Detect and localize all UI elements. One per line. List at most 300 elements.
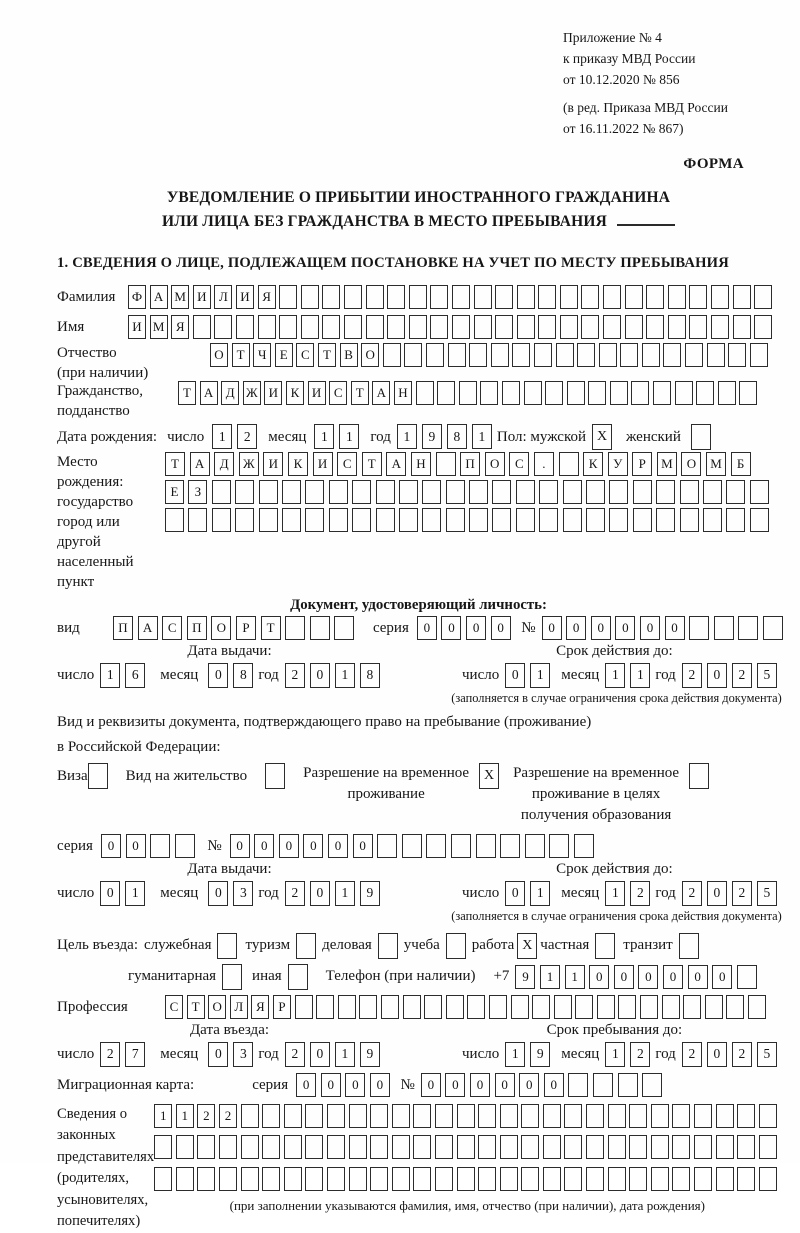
char-cell[interactable]: Ж	[243, 381, 261, 405]
char-cell[interactable]: Ч	[253, 343, 271, 367]
char-cell[interactable]: 2	[100, 1042, 120, 1067]
char-cell[interactable]	[668, 285, 686, 309]
char-cell[interactable]	[689, 315, 707, 339]
char-cell[interactable]: 0	[310, 663, 330, 688]
char-cell[interactable]	[448, 343, 466, 367]
char-cell[interactable]: 0	[208, 881, 228, 906]
char-cell[interactable]: 0	[310, 1042, 330, 1067]
char-cell[interactable]	[663, 343, 681, 367]
char-cell[interactable]	[646, 285, 664, 309]
char-cell[interactable]	[478, 1167, 496, 1191]
char-cell[interactable]	[703, 508, 722, 532]
char-cell[interactable]	[726, 480, 745, 504]
char-cell[interactable]	[633, 480, 652, 504]
char-cell[interactable]: 1	[335, 1042, 355, 1067]
temp-residence-checkbox[interactable]: X	[479, 763, 499, 789]
char-cell[interactable]	[305, 480, 324, 504]
char-cell[interactable]	[737, 1135, 755, 1159]
char-cell[interactable]	[349, 1104, 367, 1128]
id-valid-month-cells[interactable]	[605, 663, 655, 688]
char-cell[interactable]	[154, 1167, 172, 1191]
res-issue-year-cells[interactable]	[285, 881, 385, 906]
char-cell[interactable]	[656, 480, 675, 504]
char-cell[interactable]	[416, 381, 434, 405]
char-cell[interactable]: 2	[219, 1104, 237, 1128]
char-cell[interactable]: 0	[370, 1073, 390, 1097]
char-cell[interactable]	[392, 1167, 410, 1191]
char-cell[interactable]	[516, 508, 535, 532]
char-cell[interactable]	[344, 315, 362, 339]
birth-day-cells[interactable]	[212, 424, 262, 449]
char-cell[interactable]: 6	[125, 663, 145, 688]
char-cell[interactable]: К	[286, 381, 304, 405]
char-cell[interactable]: 0	[466, 616, 486, 640]
representatives-row3-cells[interactable]	[154, 1167, 780, 1191]
char-cell[interactable]	[597, 995, 615, 1019]
char-cell[interactable]	[609, 508, 628, 532]
char-cell[interactable]: 2	[237, 424, 257, 449]
patronymic-cells[interactable]	[210, 343, 771, 367]
id-number-cells[interactable]	[542, 616, 788, 640]
char-cell[interactable]	[399, 480, 418, 504]
char-cell[interactable]	[376, 508, 395, 532]
char-cell[interactable]: 1	[530, 881, 550, 906]
char-cell[interactable]: М	[706, 452, 726, 476]
char-cell[interactable]	[349, 1135, 367, 1159]
char-cell[interactable]: Р	[632, 452, 652, 476]
char-cell[interactable]	[452, 315, 470, 339]
char-cell[interactable]: 0	[638, 965, 658, 989]
char-cell[interactable]	[241, 1167, 259, 1191]
char-cell[interactable]	[538, 285, 556, 309]
char-cell[interactable]	[716, 1104, 734, 1128]
char-cell[interactable]: И	[236, 285, 254, 309]
char-cell[interactable]	[738, 616, 758, 640]
char-cell[interactable]	[282, 508, 301, 532]
char-cell[interactable]	[404, 343, 422, 367]
char-cell[interactable]: 0	[566, 616, 586, 640]
char-cell[interactable]: .	[534, 452, 554, 476]
char-cell[interactable]: И	[313, 452, 333, 476]
char-cell[interactable]: И	[264, 381, 282, 405]
char-cell[interactable]	[214, 315, 232, 339]
char-cell[interactable]: 0	[640, 616, 660, 640]
citizenship-cells[interactable]	[178, 381, 761, 405]
char-cell[interactable]	[564, 1167, 582, 1191]
char-cell[interactable]: 0	[353, 834, 373, 858]
char-cell[interactable]: С	[162, 616, 182, 640]
char-cell[interactable]	[568, 1073, 588, 1097]
char-cell[interactable]	[733, 285, 751, 309]
char-cell[interactable]	[618, 1073, 638, 1097]
char-cell[interactable]: П	[187, 616, 207, 640]
char-cell[interactable]	[689, 285, 707, 309]
char-cell[interactable]	[435, 1104, 453, 1128]
purpose-study-checkbox[interactable]	[446, 933, 466, 959]
char-cell[interactable]	[517, 315, 535, 339]
char-cell[interactable]: Т	[232, 343, 250, 367]
char-cell[interactable]	[694, 1167, 712, 1191]
char-cell[interactable]	[620, 343, 638, 367]
char-cell[interactable]	[726, 508, 745, 532]
char-cell[interactable]	[642, 343, 660, 367]
stay-year-cells[interactable]	[682, 1042, 782, 1067]
char-cell[interactable]	[409, 285, 427, 309]
char-cell[interactable]: 0	[230, 834, 250, 858]
char-cell[interactable]	[737, 965, 757, 989]
char-cell[interactable]: С	[329, 381, 347, 405]
char-cell[interactable]	[559, 452, 579, 476]
char-cell[interactable]: Я	[171, 315, 189, 339]
char-cell[interactable]: 0	[345, 1073, 365, 1097]
char-cell[interactable]	[236, 315, 254, 339]
char-cell[interactable]	[259, 480, 278, 504]
char-cell[interactable]	[754, 315, 772, 339]
char-cell[interactable]	[474, 285, 492, 309]
char-cell[interactable]: 2	[285, 1042, 305, 1067]
phone-cells[interactable]	[515, 965, 761, 989]
char-cell[interactable]	[534, 343, 552, 367]
char-cell[interactable]: Б	[731, 452, 751, 476]
char-cell[interactable]: Р	[273, 995, 291, 1019]
char-cell[interactable]: 7	[125, 1042, 145, 1067]
char-cell[interactable]: С	[337, 452, 357, 476]
char-cell[interactable]	[495, 285, 513, 309]
char-cell[interactable]: 9	[515, 965, 535, 989]
char-cell[interactable]	[469, 480, 488, 504]
char-cell[interactable]: 2	[732, 663, 752, 688]
char-cell[interactable]	[426, 834, 446, 858]
char-cell[interactable]	[608, 1167, 626, 1191]
char-cell[interactable]	[750, 480, 769, 504]
char-cell[interactable]	[150, 834, 170, 858]
char-cell[interactable]	[618, 995, 636, 1019]
char-cell[interactable]	[402, 834, 422, 858]
birth-month-cells[interactable]	[314, 424, 364, 449]
char-cell[interactable]	[322, 315, 340, 339]
char-cell[interactable]: 0	[445, 1073, 465, 1097]
char-cell[interactable]: И	[308, 381, 326, 405]
char-cell[interactable]	[563, 508, 582, 532]
char-cell[interactable]	[640, 995, 658, 1019]
char-cell[interactable]	[474, 315, 492, 339]
char-cell[interactable]: 2	[285, 663, 305, 688]
char-cell[interactable]	[359, 995, 377, 1019]
char-cell[interactable]	[680, 480, 699, 504]
id-valid-day-cells[interactable]	[505, 663, 555, 688]
char-cell[interactable]: 0	[614, 965, 634, 989]
char-cell[interactable]	[316, 995, 334, 1019]
char-cell[interactable]	[563, 480, 582, 504]
visa-checkbox[interactable]	[88, 763, 108, 789]
char-cell[interactable]	[476, 834, 496, 858]
char-cell[interactable]	[451, 834, 471, 858]
char-cell[interactable]	[478, 1104, 496, 1128]
purpose-private-checkbox[interactable]	[595, 933, 615, 959]
char-cell[interactable]	[262, 1104, 280, 1128]
char-cell[interactable]	[653, 381, 671, 405]
char-cell[interactable]	[212, 508, 231, 532]
char-cell[interactable]	[543, 1104, 561, 1128]
char-cell[interactable]: И	[193, 285, 211, 309]
temp-residence-edu-checkbox[interactable]	[689, 763, 709, 789]
char-cell[interactable]: 1	[314, 424, 334, 449]
char-cell[interactable]	[262, 1167, 280, 1191]
char-cell[interactable]	[599, 343, 617, 367]
char-cell[interactable]	[262, 1135, 280, 1159]
char-cell[interactable]: 0	[707, 663, 727, 688]
char-cell[interactable]	[680, 508, 699, 532]
char-cell[interactable]	[711, 315, 729, 339]
char-cell[interactable]	[737, 1104, 755, 1128]
char-cell[interactable]	[500, 1135, 518, 1159]
char-cell[interactable]	[219, 1167, 237, 1191]
char-cell[interactable]	[539, 508, 558, 532]
char-cell[interactable]	[334, 616, 354, 640]
char-cell[interactable]	[457, 1135, 475, 1159]
char-cell[interactable]: 0	[589, 965, 609, 989]
char-cell[interactable]	[435, 1167, 453, 1191]
char-cell[interactable]: Т	[351, 381, 369, 405]
char-cell[interactable]	[716, 1167, 734, 1191]
char-cell[interactable]: 0	[303, 834, 323, 858]
char-cell[interactable]	[500, 1167, 518, 1191]
char-cell[interactable]: 1	[154, 1104, 172, 1128]
char-cell[interactable]	[750, 508, 769, 532]
char-cell[interactable]: К	[583, 452, 603, 476]
char-cell[interactable]: 8	[447, 424, 467, 449]
char-cell[interactable]	[422, 480, 441, 504]
char-cell[interactable]: 0	[321, 1073, 341, 1097]
char-cell[interactable]: Л	[230, 995, 248, 1019]
char-cell[interactable]: 9	[360, 881, 380, 906]
char-cell[interactable]	[212, 480, 231, 504]
char-cell[interactable]	[305, 1167, 323, 1191]
char-cell[interactable]: М	[657, 452, 677, 476]
char-cell[interactable]: А	[190, 452, 210, 476]
char-cell[interactable]	[672, 1104, 690, 1128]
char-cell[interactable]	[564, 1104, 582, 1128]
char-cell[interactable]	[737, 1167, 755, 1191]
char-cell[interactable]	[694, 1104, 712, 1128]
char-cell[interactable]	[631, 381, 649, 405]
char-cell[interactable]: А	[372, 381, 390, 405]
char-cell[interactable]	[435, 1135, 453, 1159]
char-cell[interactable]	[322, 285, 340, 309]
char-cell[interactable]: 0	[505, 881, 525, 906]
char-cell[interactable]	[305, 508, 324, 532]
char-cell[interactable]	[457, 1167, 475, 1191]
char-cell[interactable]	[305, 1135, 323, 1159]
char-cell[interactable]	[521, 1104, 539, 1128]
char-cell[interactable]	[696, 381, 714, 405]
id-issue-year-cells[interactable]	[285, 663, 385, 688]
char-cell[interactable]	[564, 1135, 582, 1159]
char-cell[interactable]	[259, 508, 278, 532]
purpose-tourism-checkbox[interactable]	[296, 933, 316, 959]
birth-place-row3-cells[interactable]	[165, 508, 773, 532]
char-cell[interactable]: 3	[233, 1042, 253, 1067]
purpose-official-checkbox[interactable]	[217, 933, 237, 959]
char-cell[interactable]	[689, 616, 709, 640]
birth-year-cells[interactable]	[397, 424, 497, 449]
char-cell[interactable]	[586, 1135, 604, 1159]
char-cell[interactable]	[279, 285, 297, 309]
char-cell[interactable]	[399, 508, 418, 532]
char-cell[interactable]: К	[288, 452, 308, 476]
purpose-other-checkbox[interactable]	[288, 964, 308, 990]
char-cell[interactable]: О	[211, 616, 231, 640]
char-cell[interactable]	[532, 995, 550, 1019]
entry-year-cells[interactable]	[285, 1042, 385, 1067]
char-cell[interactable]: 0	[505, 663, 525, 688]
char-cell[interactable]	[511, 995, 529, 1019]
char-cell[interactable]: 0	[470, 1073, 490, 1097]
char-cell[interactable]	[480, 381, 498, 405]
char-cell[interactable]	[366, 315, 384, 339]
char-cell[interactable]	[759, 1104, 777, 1128]
char-cell[interactable]	[629, 1167, 647, 1191]
char-cell[interactable]: 0	[328, 834, 348, 858]
char-cell[interactable]	[352, 480, 371, 504]
res-number-cells[interactable]	[230, 834, 599, 858]
char-cell[interactable]	[646, 315, 664, 339]
char-cell[interactable]	[426, 343, 444, 367]
char-cell[interactable]: Я	[258, 285, 276, 309]
char-cell[interactable]	[219, 1135, 237, 1159]
char-cell[interactable]	[703, 480, 722, 504]
char-cell[interactable]	[370, 1135, 388, 1159]
char-cell[interactable]	[608, 1135, 626, 1159]
char-cell[interactable]	[403, 995, 421, 1019]
char-cell[interactable]	[452, 285, 470, 309]
res-issue-month-cells[interactable]	[208, 881, 258, 906]
char-cell[interactable]: Т	[178, 381, 196, 405]
char-cell[interactable]	[197, 1135, 215, 1159]
char-cell[interactable]: 0	[208, 663, 228, 688]
char-cell[interactable]	[739, 381, 757, 405]
char-cell[interactable]	[413, 1167, 431, 1191]
char-cell[interactable]: Т	[165, 452, 185, 476]
char-cell[interactable]: Д	[221, 381, 239, 405]
char-cell[interactable]	[651, 1104, 669, 1128]
char-cell[interactable]: 1	[565, 965, 585, 989]
char-cell[interactable]	[284, 1104, 302, 1128]
char-cell[interactable]: П	[460, 452, 480, 476]
char-cell[interactable]	[608, 1104, 626, 1128]
char-cell[interactable]	[759, 1167, 777, 1191]
char-cell[interactable]: 1	[630, 663, 650, 688]
char-cell[interactable]	[733, 315, 751, 339]
char-cell[interactable]: 1	[605, 881, 625, 906]
char-cell[interactable]	[651, 1135, 669, 1159]
char-cell[interactable]	[235, 508, 254, 532]
char-cell[interactable]: 1	[335, 663, 355, 688]
char-cell[interactable]	[176, 1135, 194, 1159]
sex-male-checkbox[interactable]: X	[592, 424, 612, 450]
char-cell[interactable]	[502, 381, 520, 405]
res-valid-year-cells[interactable]	[682, 881, 782, 906]
char-cell[interactable]: 9	[360, 1042, 380, 1067]
surname-cells[interactable]	[128, 285, 776, 309]
char-cell[interactable]: 1	[176, 1104, 194, 1128]
purpose-work-checkbox[interactable]: X	[517, 933, 537, 959]
char-cell[interactable]: Ф	[128, 285, 146, 309]
char-cell[interactable]: 5	[757, 881, 777, 906]
char-cell[interactable]	[662, 995, 680, 1019]
char-cell[interactable]	[327, 1167, 345, 1191]
char-cell[interactable]	[718, 381, 736, 405]
char-cell[interactable]	[327, 1104, 345, 1128]
char-cell[interactable]	[457, 1104, 475, 1128]
char-cell[interactable]	[446, 508, 465, 532]
char-cell[interactable]	[478, 1135, 496, 1159]
char-cell[interactable]: З	[188, 480, 207, 504]
char-cell[interactable]	[175, 834, 195, 858]
char-cell[interactable]: 2	[630, 1042, 650, 1067]
char-cell[interactable]	[467, 995, 485, 1019]
char-cell[interactable]: П	[113, 616, 133, 640]
char-cell[interactable]: 0	[254, 834, 274, 858]
char-cell[interactable]: Т	[318, 343, 336, 367]
char-cell[interactable]	[748, 995, 766, 1019]
char-cell[interactable]: 0	[591, 616, 611, 640]
char-cell[interactable]: 2	[285, 881, 305, 906]
char-cell[interactable]	[543, 1167, 561, 1191]
char-cell[interactable]	[285, 616, 305, 640]
char-cell[interactable]	[279, 315, 297, 339]
char-cell[interactable]: У	[608, 452, 628, 476]
char-cell[interactable]	[154, 1135, 172, 1159]
char-cell[interactable]	[188, 508, 207, 532]
char-cell[interactable]: 2	[682, 881, 702, 906]
char-cell[interactable]: А	[150, 285, 168, 309]
char-cell[interactable]	[711, 285, 729, 309]
char-cell[interactable]	[516, 480, 535, 504]
char-cell[interactable]: Т	[261, 616, 281, 640]
char-cell[interactable]	[235, 480, 254, 504]
char-cell[interactable]: О	[681, 452, 701, 476]
char-cell[interactable]: 0	[296, 1073, 316, 1097]
char-cell[interactable]	[413, 1104, 431, 1128]
char-cell[interactable]: 5	[757, 1042, 777, 1067]
char-cell[interactable]: 0	[688, 965, 708, 989]
char-cell[interactable]: Я	[251, 995, 269, 1019]
char-cell[interactable]	[383, 343, 401, 367]
char-cell[interactable]	[609, 480, 628, 504]
char-cell[interactable]	[588, 381, 606, 405]
mc-number-cells[interactable]	[421, 1073, 667, 1097]
res-valid-day-cells[interactable]	[505, 881, 555, 906]
char-cell[interactable]	[301, 285, 319, 309]
char-cell[interactable]	[586, 1104, 604, 1128]
char-cell[interactable]	[436, 452, 456, 476]
char-cell[interactable]	[685, 343, 703, 367]
char-cell[interactable]: С	[165, 995, 183, 1019]
char-cell[interactable]: 8	[233, 663, 253, 688]
char-cell[interactable]: А	[138, 616, 158, 640]
char-cell[interactable]	[586, 480, 605, 504]
birth-place-row1-cells[interactable]	[165, 452, 773, 476]
purpose-humanitarian-checkbox[interactable]	[222, 964, 242, 990]
char-cell[interactable]	[705, 995, 723, 1019]
char-cell[interactable]	[556, 343, 574, 367]
res-valid-month-cells[interactable]	[605, 881, 655, 906]
char-cell[interactable]	[593, 1073, 613, 1097]
char-cell[interactable]: 0	[491, 616, 511, 640]
char-cell[interactable]	[495, 315, 513, 339]
char-cell[interactable]	[668, 315, 686, 339]
